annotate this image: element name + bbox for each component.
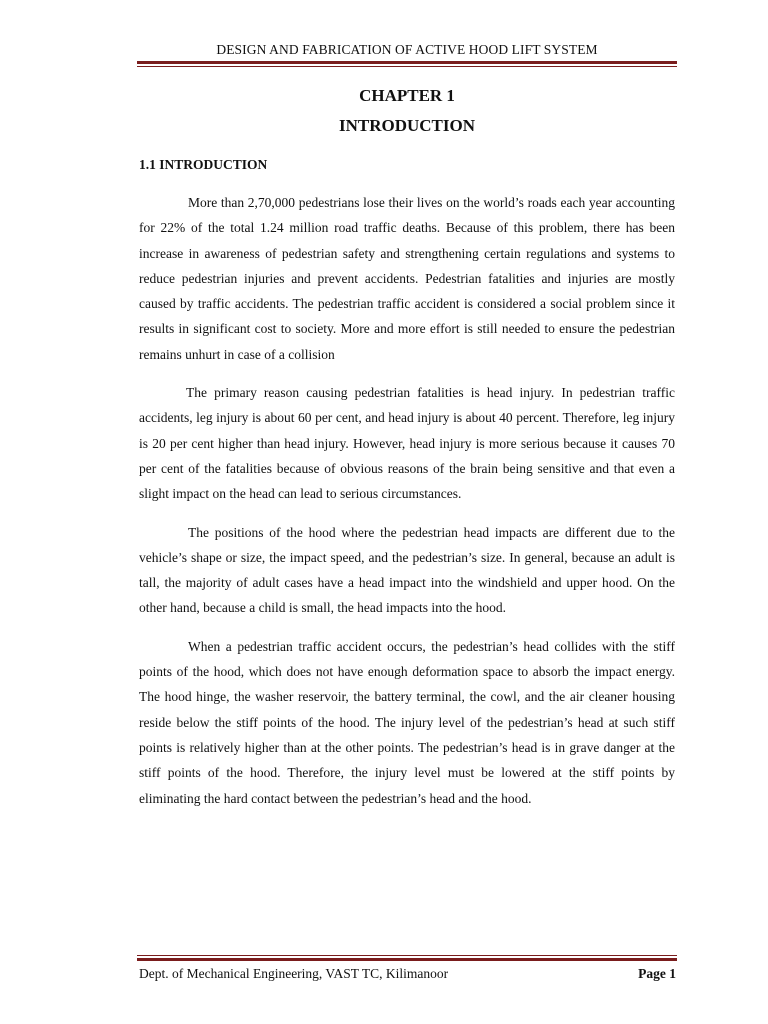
paragraph-3: The positions of the hood where the pedestrian head impacts are different due to the vehicle’s shape or size, the impact speed, and the pedestrian’s size. In general, because an adult is tall, the majority of adult cases have a head impact into the windshield and upper hood. On the other hand, because a child is small, the head impacts into the hood. <box>139 524 675 616</box>
footer-rule-thick <box>137 958 677 961</box>
header-rule-thick <box>137 61 677 64</box>
chapter-number: CHAPTER 1 <box>359 86 455 105</box>
paragraph-1: More than 2,70,000 pedestrians lose their lives on the world’s roads each year accounting for 22% of the total 1.24 million road traffic deaths. Because of this problem, there has been increase in awareness of pedestrian safety and strengthening certain regulations and systems to reduce pedestrian injuries and prevent accidents. Pedestrian fatalities and injuries are mostly caused by traffic accidents. The pedestrian traffic accident is considered a social problem since it results in significant cost to society. More and more effort is still needed to ensure the pedestrian remains unhurt in case of a collision <box>139 195 675 362</box>
page-number: Page 1 <box>638 966 676 981</box>
running-header-title: DESIGN AND FABRICATION OF ACTIVE HOOD LIFT SYSTEM <box>216 42 598 57</box>
header-rule-thin <box>137 66 677 67</box>
footer-rule-thin <box>137 955 677 956</box>
paragraph-4: When a pedestrian traffic accident occurs, the pedestrian’s head collides with the stiff points of the hood, which does not have enough deformation space to absorb the impact energy. The hood hinge, the washer reservoir, the battery terminal, the cowl, and the air cleaner housing reside below the stiff points of the hood. The injury level of the pedestrian’s head at such stiff points is relatively higher than at the other points. The pedestrian’s head is in grave danger at the stiff points of the hood. Therefore, the injury level must be lowered at the stiff points by eliminating the hard contact between the pedestrian’s head and the hood. <box>139 638 675 806</box>
section-heading: 1.1 INTRODUCTION <box>139 157 268 172</box>
paragraph-2: The primary reason causing pedestrian fatalities is head injury. In pedestrian traffic accidents, leg injury is about 60 per cent, and head injury is about 40 percent. Therefore, leg injury is 20 per cent higher than head injury. However, head injury is more serious because it causes 70 per cent of the fatalities because of obvious reasons of the brain being sensitive and that even a slight impact on the head can lead to serious circumstances. <box>139 385 675 502</box>
chapter-title: INTRODUCTION <box>338 116 476 135</box>
body-text <box>139 190 675 824</box>
footer-department: Dept. of Mechanical Engineering, VAST TC, Kilimanoor <box>139 966 449 981</box>
